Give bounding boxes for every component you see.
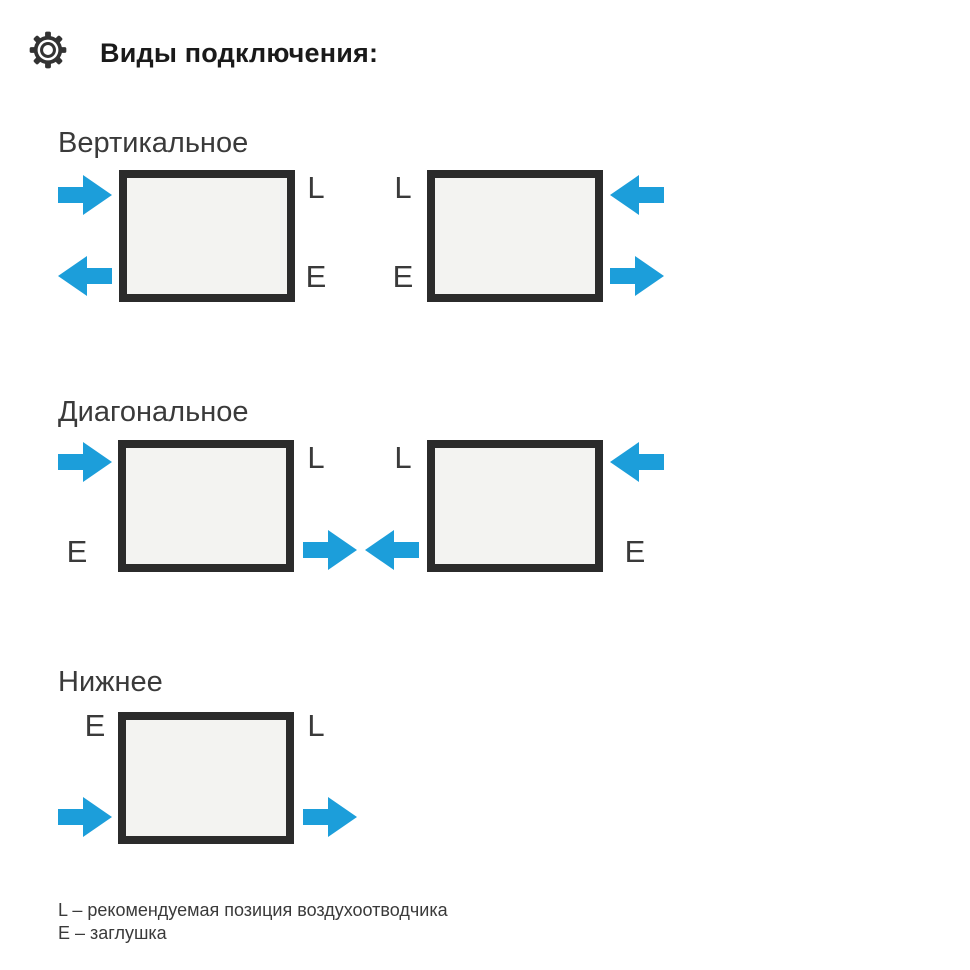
section-title: Вертикальное	[58, 127, 249, 159]
outlet-arrow-icon	[303, 796, 357, 838]
port-label-e: E	[305, 259, 327, 294]
radiator-frame	[119, 170, 295, 302]
port-label-e: E	[624, 534, 646, 569]
outlet-arrow-icon	[365, 529, 419, 571]
radiator-frame	[427, 440, 603, 572]
inlet-arrow-icon	[58, 796, 112, 838]
radiator-frame	[427, 170, 603, 302]
section-title: Диагональное	[58, 396, 249, 428]
radiator-frame	[118, 440, 294, 572]
section-title: Нижнее	[58, 666, 163, 698]
port-label-l: L	[307, 708, 325, 743]
legend-line-l: L – рекомендуемая позиция воздухоотводчика	[58, 900, 448, 920]
port-label-l: L	[307, 170, 325, 205]
outlet-arrow-icon	[610, 255, 664, 297]
inlet-arrow-icon	[610, 441, 664, 483]
legend-line-e: E – заглушка	[58, 923, 167, 943]
inlet-arrow-icon	[610, 174, 664, 216]
outlet-arrow-icon	[303, 529, 357, 571]
inlet-arrow-icon	[58, 174, 112, 216]
outlet-arrow-icon	[58, 255, 112, 297]
inlet-arrow-icon	[58, 441, 112, 483]
page-title: Виды подключения:	[100, 38, 379, 68]
port-label-e: E	[66, 534, 88, 569]
port-label-l: L	[394, 170, 412, 205]
port-label-l: L	[394, 440, 412, 475]
radiator-frame	[118, 712, 294, 844]
port-label-l: L	[307, 440, 325, 475]
gear-icon	[28, 30, 68, 70]
port-label-e: E	[392, 259, 414, 294]
port-label-e: E	[84, 708, 106, 743]
